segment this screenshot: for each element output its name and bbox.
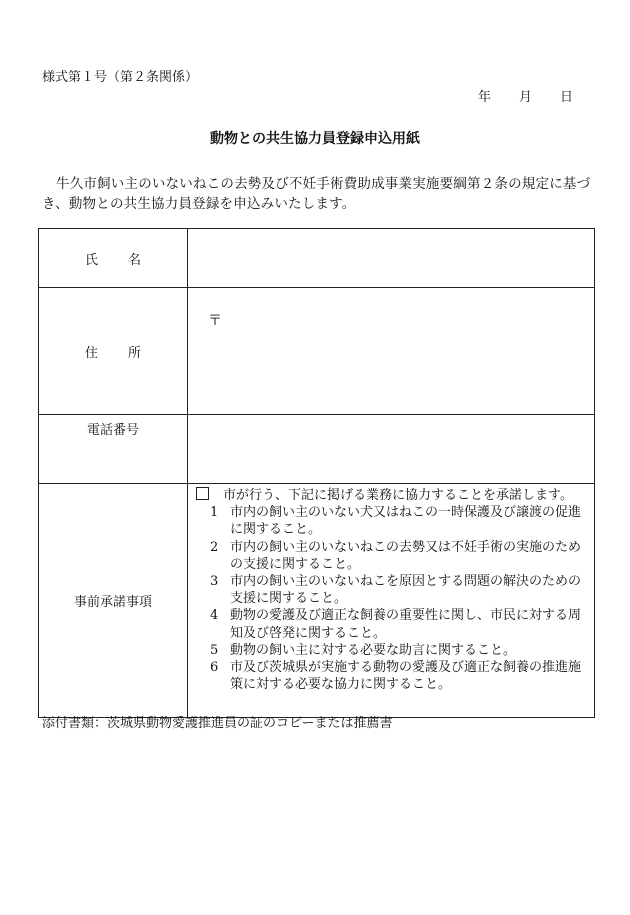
date-line bbox=[478, 86, 573, 105]
consent-checkbox-line bbox=[194, 487, 590, 504]
document-title: 動物との共生協力員登録申込用紙 bbox=[210, 131, 420, 147]
consent-item-number: 4 bbox=[210, 608, 219, 624]
date-year-label: 年 bbox=[478, 90, 492, 105]
address-label-cell bbox=[39, 288, 188, 415]
consent-item-text: 動物の飼い主に対する必要な助言に関すること。 bbox=[230, 642, 517, 658]
consent-item bbox=[194, 607, 590, 641]
consent-checkbox-text: 市が行う、下記に掲げる業務に協力することを承諾します。 bbox=[223, 488, 573, 503]
phone-field[interactable] bbox=[188, 415, 595, 484]
consent-item-text: 市内の飼い主のいないねこを原因とする問題の解決のための支援に関すること。 bbox=[230, 574, 582, 607]
postal-mark: 〒 bbox=[208, 313, 222, 329]
name-row bbox=[39, 229, 595, 288]
intro-paragraph: 牛久市飼い主のいないねこの去勢及び不妊手術費助成事業実施要綱第２条の規定に基づき、動物との共生協力員登録を申込みいたします。 bbox=[42, 176, 591, 212]
attachment-note: 添付書類：茨城県動物愛護推進員の証のコピーまたは推薦書 bbox=[42, 716, 393, 731]
consent-label: 事前承諾事項 bbox=[73, 595, 152, 610]
name-label-char-1: 氏 bbox=[84, 252, 98, 268]
name-label-char-2: 名 bbox=[128, 252, 142, 268]
consent-item bbox=[194, 504, 590, 538]
consent-item-number: 5 bbox=[210, 642, 219, 658]
phone-row bbox=[39, 415, 595, 484]
consent-item-number: 6 bbox=[210, 660, 219, 676]
phone-label: 電話番号 bbox=[86, 423, 139, 438]
consent-row bbox=[39, 484, 595, 718]
consent-item-text: 市内の飼い主のいないねこの去勢又は不妊手術の実施のための支援に関すること。 bbox=[230, 539, 582, 572]
consent-item bbox=[194, 573, 590, 607]
consent-body bbox=[188, 484, 595, 718]
consent-item bbox=[194, 539, 590, 573]
address-row bbox=[39, 288, 595, 415]
consent-label-cell bbox=[39, 484, 188, 718]
consent-item-number: 3 bbox=[210, 574, 219, 590]
consent-item-number: 2 bbox=[210, 539, 219, 555]
date-month-label: 月 bbox=[519, 90, 533, 105]
date-day-label: 日 bbox=[560, 90, 574, 105]
name-field[interactable] bbox=[188, 229, 595, 288]
address-label-char-2: 所 bbox=[128, 345, 142, 361]
consent-item-number: 1 bbox=[210, 505, 219, 521]
consent-item bbox=[194, 659, 590, 693]
consent-item-text: 動物の愛護及び適正な飼養の重要性に関し、市民に対する周知及び啓発に関すること。 bbox=[230, 608, 582, 641]
consent-item-text: 市及び茨城県が実施する動物の愛護及び適正な飼養の推進施策に対する必要な協力に関すること。 bbox=[230, 660, 582, 693]
application-form-table bbox=[38, 228, 595, 718]
form-number: 様式第１号（第２条関係） bbox=[42, 70, 199, 85]
name-label-cell bbox=[39, 229, 188, 288]
consent-item-text: 市内の飼い主のいない犬又はねこの一時保護及び譲渡の促進に関すること。 bbox=[230, 505, 582, 538]
consent-checkbox[interactable] bbox=[196, 487, 209, 500]
phone-label-cell bbox=[39, 415, 188, 484]
address-label-char-1: 住 bbox=[84, 345, 98, 361]
address-field[interactable] bbox=[188, 288, 595, 415]
consent-item bbox=[194, 642, 590, 659]
